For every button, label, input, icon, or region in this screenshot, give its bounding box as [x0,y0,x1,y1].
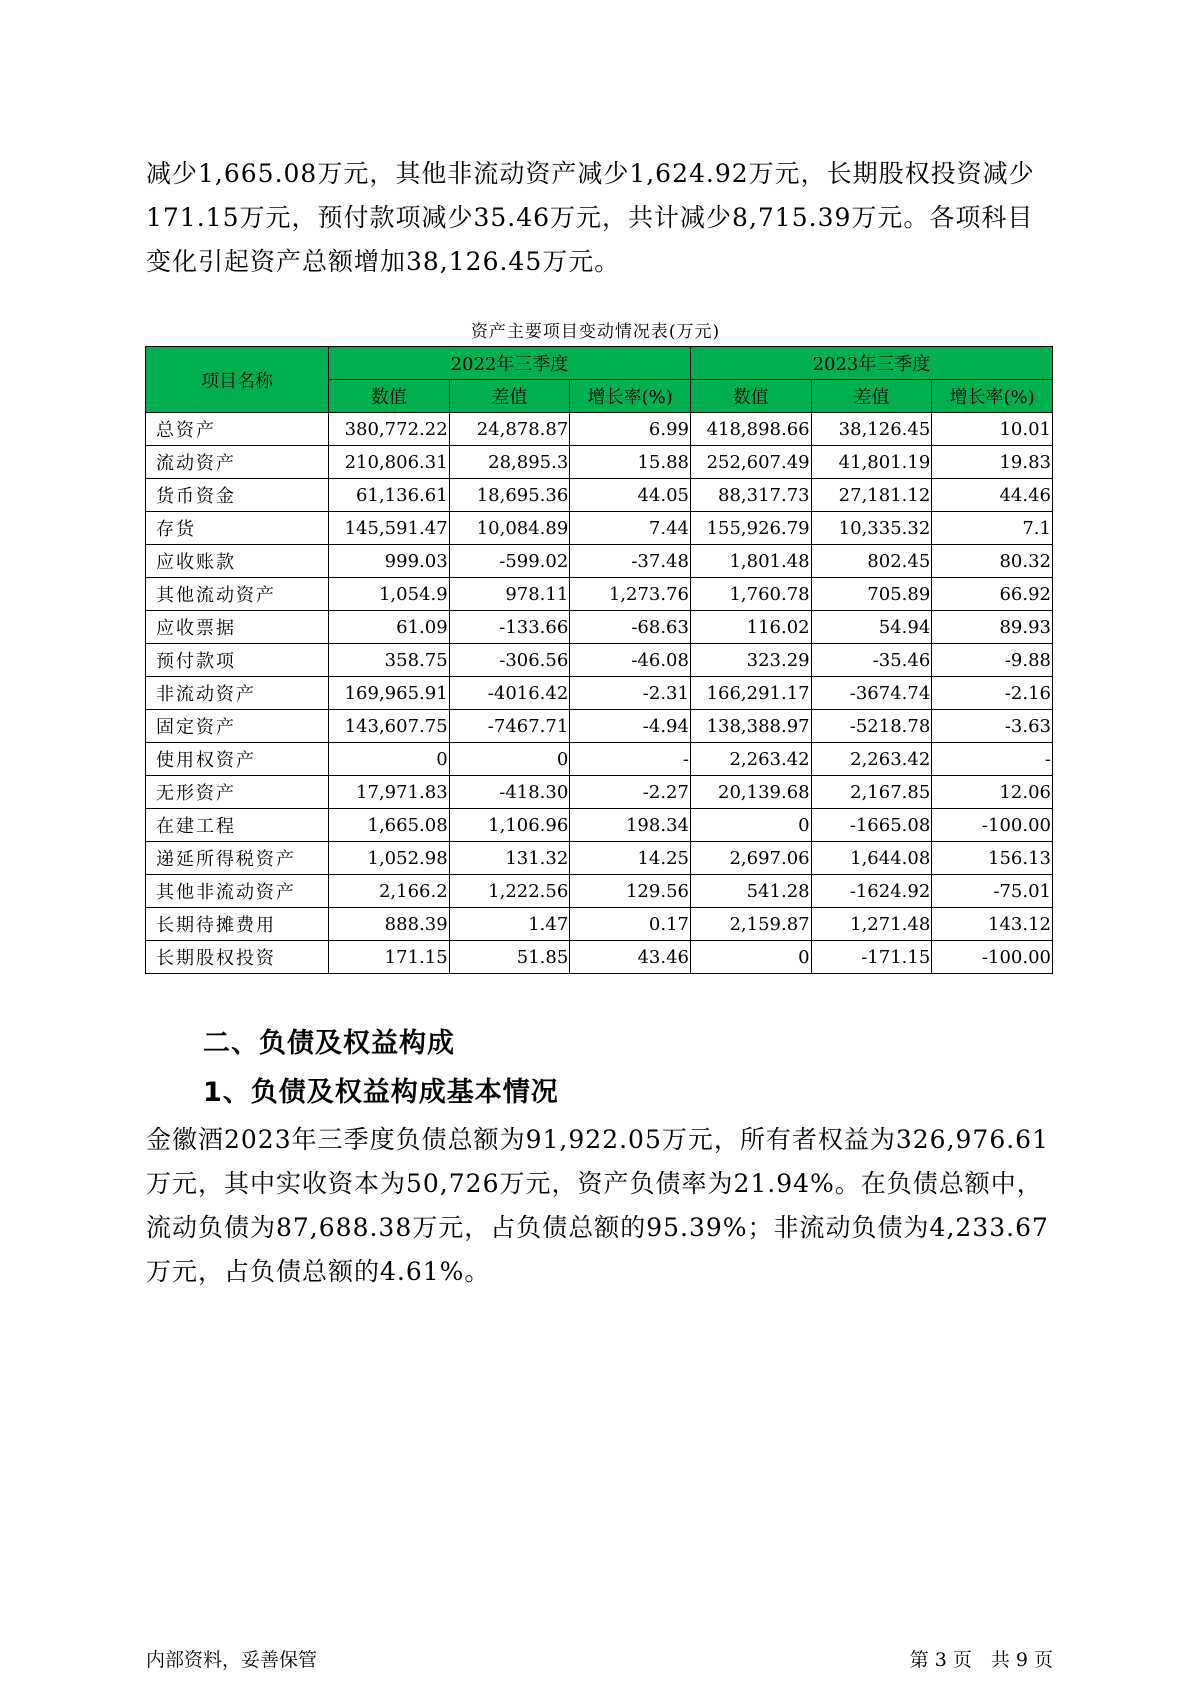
cell-d22: 28,895.3 [449,446,570,479]
cell-v22: 210,806.31 [329,446,450,479]
cell-v22: 169,965.91 [329,677,450,710]
cell-d22: 978.11 [449,578,570,611]
cell-r23: - [932,743,1053,776]
cell-v22: 0 [329,743,450,776]
row-item-name: 长期待摊费用 [146,908,329,941]
cell-d22: 1,222.56 [449,875,570,908]
cell-r23: -100.00 [932,941,1053,974]
cell-v22: 888.39 [329,908,450,941]
table-row [146,710,1053,743]
cell-d23: 802.45 [811,545,932,578]
header-value-2022: 数值 [329,380,450,413]
cell-r22: 198.34 [570,809,691,842]
cell-r23: 143.12 [932,908,1053,941]
row-item-name: 应收票据 [146,611,329,644]
cell-v23: 323.29 [690,644,811,677]
row-item-name: 固定资产 [146,710,329,743]
cell-d23: 2,167.85 [811,776,932,809]
cell-r22: 15.88 [570,446,691,479]
cell-d23: 41,801.19 [811,446,932,479]
table-row [146,578,1053,611]
cell-r22: - [570,743,691,776]
cell-d22: -599.02 [449,545,570,578]
cell-r22: -4.94 [570,710,691,743]
cell-v22: 2,166.2 [329,875,450,908]
cell-r22: 1,273.76 [570,578,691,611]
cell-d23: -1624.92 [811,875,932,908]
header-period-2022: 2022年三季度 [329,347,691,380]
cell-d22: 131.32 [449,842,570,875]
table-row [146,479,1053,512]
cell-d22: 18,695.36 [449,479,570,512]
row-item-name: 应收账款 [146,545,329,578]
table-row [146,413,1053,446]
cell-d22: -4016.42 [449,677,570,710]
table-row [146,743,1053,776]
cell-d22: -7467.71 [449,710,570,743]
cell-v23: 418,898.66 [690,413,811,446]
cell-v23: 116.02 [690,611,811,644]
header-period-2023: 2023年三季度 [690,347,1052,380]
cell-d22: -418.30 [449,776,570,809]
cell-v23: 1,760.78 [690,578,811,611]
footer-page-number: 第 3 页 共 9 页 [909,1649,1053,1671]
cell-d23: 2,263.42 [811,743,932,776]
cell-d22: 0 [449,743,570,776]
table-row [146,776,1053,809]
row-item-name: 递延所得税资产 [146,842,329,875]
cell-v22: 17,971.83 [329,776,450,809]
table-row [146,875,1053,908]
cell-r23: 10.01 [932,413,1053,446]
cell-v23: 155,926.79 [690,512,811,545]
cell-r22: -2.27 [570,776,691,809]
header-rate-2023: 增长率(%) [932,380,1053,413]
cell-r22: 129.56 [570,875,691,908]
cell-r23: -9.88 [932,644,1053,677]
cell-r23: 156.13 [932,842,1053,875]
table-row [146,941,1053,974]
table-row [146,842,1053,875]
header-rate-2022: 增长率(%) [570,380,691,413]
row-item-name: 流动资产 [146,446,329,479]
row-item-name: 其他非流动资产 [146,875,329,908]
cell-v22: 143,607.75 [329,710,450,743]
cell-v23: 2,159.87 [690,908,811,941]
cell-v22: 1,054.9 [329,578,450,611]
table-body [146,413,1053,974]
cell-r22: 44.05 [570,479,691,512]
cell-d22: 10,084.89 [449,512,570,545]
cell-d23: -1665.08 [811,809,932,842]
cell-v22: 61,136.61 [329,479,450,512]
cell-r22: 14.25 [570,842,691,875]
cell-r22: -68.63 [570,611,691,644]
table-row [146,809,1053,842]
cell-v23: 166,291.17 [690,677,811,710]
cell-v22: 380,772.22 [329,413,450,446]
cell-d23: 10,335.32 [811,512,932,545]
cell-d23: -5218.78 [811,710,932,743]
cell-d22: -306.56 [449,644,570,677]
cell-d23: 1,644.08 [811,842,932,875]
cell-r23: 19.83 [932,446,1053,479]
cell-v23: 2,263.42 [690,743,811,776]
row-item-name: 无形资产 [146,776,329,809]
cell-d22: 1,106.96 [449,809,570,842]
cell-r23: -75.01 [932,875,1053,908]
row-item-name: 总资产 [146,413,329,446]
cell-d22: -133.66 [449,611,570,644]
intro-paragraph: 减少1,665.08万元，其他非流动资产减少1,624.92万元，长期股权投资减少171.15万元，预付款项减少35.46万元，共计减少8,715.39万元。各项科目变化引起资产总额增加38,126.45万元。 [146,159,1035,276]
cell-d23: 705.89 [811,578,932,611]
cell-d23: 54.94 [811,611,932,644]
cell-v22: 999.03 [329,545,450,578]
row-item-name: 其他流动资产 [146,578,329,611]
cell-r23: -3.63 [932,710,1053,743]
cell-v23: 541.28 [690,875,811,908]
cell-v23: 138,388.97 [690,710,811,743]
subsection-heading: 1、负债及权益构成基本情况 [203,1077,559,1108]
cell-r23: -100.00 [932,809,1053,842]
cell-d22: 1.47 [449,908,570,941]
cell-v22: 171.15 [329,941,450,974]
cell-v22: 1,665.08 [329,809,450,842]
table-row [146,545,1053,578]
cell-r22: -2.31 [570,677,691,710]
liabilities-paragraph: 金徽酒2023年三季度负债总额为91,922.05万元，所有者权益为326,976.61万元，其中实收资本为50,726万元，资产负债率为21.94%。在负债总额中，流动负债为87,688.38万元，占负债总额的95.39%；非流动负债为4,233.67万元，占负债总额的4.61%。 [146,1125,1049,1286]
table-row [146,446,1053,479]
cell-v23: 252,607.49 [690,446,811,479]
header-diff-2022: 差值 [449,380,570,413]
cell-v22: 61.09 [329,611,450,644]
table-row [146,644,1053,677]
asset-change-table [145,346,1053,974]
cell-d23: -171.15 [811,941,932,974]
cell-r22: 6.99 [570,413,691,446]
row-item-name: 存货 [146,512,329,545]
row-item-name: 长期股权投资 [146,941,329,974]
cell-r23: 66.92 [932,578,1053,611]
footer-confidential-note: 内部资料，妥善保管 [146,1649,318,1671]
cell-d23: 27,181.12 [811,479,932,512]
table-caption: 资产主要项目变动情况表(万元) [470,322,721,342]
cell-d22: 24,878.87 [449,413,570,446]
cell-v23: 0 [690,941,811,974]
cell-r22: 7.44 [570,512,691,545]
table-row [146,908,1053,941]
section-heading: 二、负债及权益构成 [203,1028,455,1059]
table-row [146,677,1053,710]
cell-v23: 88,317.73 [690,479,811,512]
header-item-name: 项目名称 [146,347,329,413]
cell-v22: 358.75 [329,644,450,677]
cell-r22: 43.46 [570,941,691,974]
header-value-2023: 数值 [690,380,811,413]
table-row [146,512,1053,545]
cell-r23: 80.32 [932,545,1053,578]
cell-v22: 145,591.47 [329,512,450,545]
cell-v22: 1,052.98 [329,842,450,875]
cell-r23: 44.46 [932,479,1053,512]
cell-r23: -2.16 [932,677,1053,710]
row-item-name: 非流动资产 [146,677,329,710]
cell-d22: 51.85 [449,941,570,974]
cell-d23: -35.46 [811,644,932,677]
table-row [146,611,1053,644]
row-item-name: 使用权资产 [146,743,329,776]
cell-v23: 20,139.68 [690,776,811,809]
cell-v23: 2,697.06 [690,842,811,875]
cell-d23: 38,126.45 [811,413,932,446]
header-diff-2023: 差值 [811,380,932,413]
cell-v23: 0 [690,809,811,842]
cell-d23: -3674.74 [811,677,932,710]
cell-r23: 12.06 [932,776,1053,809]
cell-r23: 7.1 [932,512,1053,545]
row-item-name: 在建工程 [146,809,329,842]
cell-d23: 1,271.48 [811,908,932,941]
cell-r22: -37.48 [570,545,691,578]
cell-v23: 1,801.48 [690,545,811,578]
cell-r22: -46.08 [570,644,691,677]
cell-r22: 0.17 [570,908,691,941]
row-item-name: 货币资金 [146,479,329,512]
row-item-name: 预付款项 [146,644,329,677]
cell-r23: 89.93 [932,611,1053,644]
